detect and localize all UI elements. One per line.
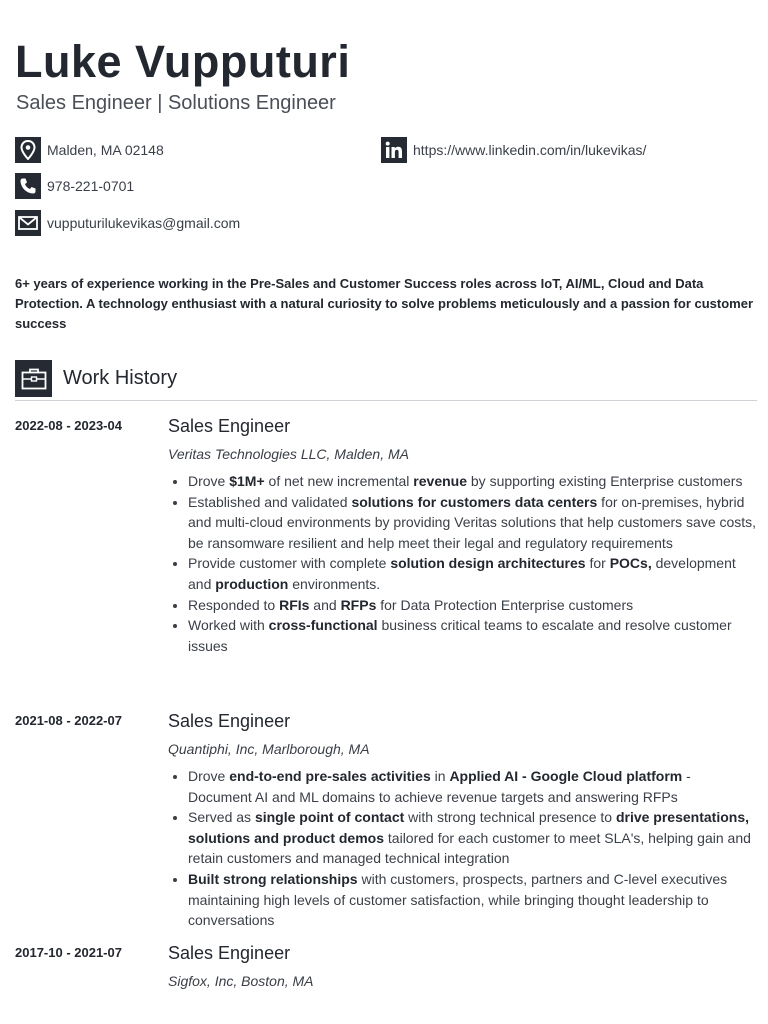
- job-bullet: • Served as single point of contact with strong technical presence to drive presentations, solutions and product demos tailored for each customer to meet SLA's, helping gain and retain customers and managed technical integration: [188, 807, 758, 869]
- job-bullet: • Built strong relationships with customers, prospects, partners and C-level executives maintaining high levels of customer satisfaction, while bringing thought leadership to conversations: [188, 869, 758, 931]
- briefcase-icon: [15, 360, 52, 397]
- phone-text[interactable]: 978-221-0701: [47, 178, 135, 194]
- location-text: Malden, MA 02148: [47, 142, 164, 158]
- job-bullet: • Responded to RFIs and RFPs for Data Protection Enterprise customers: [188, 595, 758, 616]
- job-dates: 2022-08 - 2023-04: [15, 418, 122, 433]
- phone-icon: [15, 173, 41, 199]
- job-bullets: [168, 766, 758, 931]
- job-bullet: • Provide customer with complete solution design architectures for POCs, development and production environments.: [188, 553, 758, 594]
- job-company: Sigfox, Inc, Boston, MA: [168, 973, 314, 989]
- job-dates: 2017-10 - 2021-07: [15, 945, 122, 960]
- map-pin-icon: [15, 137, 41, 163]
- job-title: Sales Engineer: [168, 416, 291, 436]
- job-company: Quantiphi, Inc, Marlborough, MA: [168, 741, 370, 757]
- job-bullet: • Worked with cross-functional business critical teams to escalate and resolve customer issues: [188, 615, 758, 656]
- job-bullet: • Drove $1M+ of net new incremental revenue by supporting existing Enterprise customers: [188, 471, 758, 492]
- linkedin-icon: [381, 137, 407, 163]
- section-title: Work History: [63, 367, 178, 389]
- contact-location: [15, 137, 164, 163]
- contact-email: [15, 210, 240, 236]
- job-company: Veritas Technologies LLC, Malden, MA: [168, 446, 409, 462]
- job-dates: 2021-08 - 2022-07: [15, 713, 122, 728]
- job-title: Sales Engineer: [168, 943, 291, 963]
- professional-summary: 6+ years of experience working in the Pre-Sales and Customer Success roles across IoT, AI/ML, Cloud and Data Protection. A technology enthusiast with a natural curiosity to solve problems meticulously and a passion for customer success: [15, 276, 754, 331]
- work-history-header: [15, 360, 757, 401]
- job-title: Sales Engineer: [168, 711, 291, 731]
- candidate-subtitle: Sales Engineer | Solutions Engineer: [16, 92, 336, 114]
- envelope-icon: [15, 210, 41, 236]
- job-bullet: • Drove end-to-end pre-sales activities in Applied AI - Google Cloud platform - Document AI and ML domains to achieve revenue targets and answering RFPs: [188, 766, 758, 807]
- candidate-name: Luke Vupputuri: [15, 36, 351, 87]
- email-link[interactable]: vupputurilukevikas@gmail.com: [47, 215, 241, 231]
- contact-linkedin: [381, 137, 646, 163]
- job-bullets: [168, 471, 758, 656]
- linkedin-link[interactable]: https://www.linkedin.com/in/lukevikas/: [413, 142, 647, 158]
- contact-phone: [15, 173, 134, 199]
- job-bullet: • Established and validated solutions for customers data centers for on-premises, hybrid and multi-cloud environments by providing Veritas solutions that help customers save costs, be ransomware resilient and help meet their legal and regulatory requirements: [188, 492, 758, 554]
